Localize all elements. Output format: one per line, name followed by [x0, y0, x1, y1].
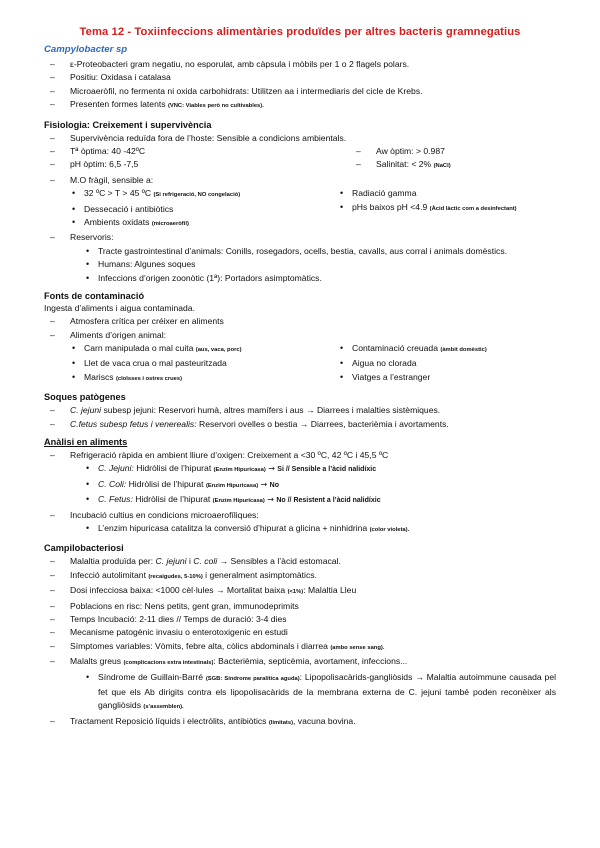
list-item: • C. Fetus: Hidròlisi de l’hipurat (Enzim Hipuricasa) → No // Resistent a l’àcid nalidíxic [82, 493, 556, 508]
list-item: – Supervivència reduïda fora de l’hoste: Sensible a condicions ambientals. [44, 132, 556, 145]
campilo-list [44, 555, 556, 730]
list-item: – Reservoris: • Tracte gastrointestinal d’animals: Conills, rosegadors, ocells, bestia, cavalls, aus corral i animals domèstics. • Humans: Algunes soques • Infeccions d’origen zoonòtic (1ª): Portadors asimptomàtics. [44, 231, 556, 285]
list-item: • Tracte gastrointestinal d’animals: Conills, rosegadors, ocells, bestia, cavalls, aus corral i animals domèstics. [82, 245, 556, 258]
section-subtitle: Campylobacter sp [44, 44, 128, 55]
list-item: • Aigua no clorada [336, 357, 556, 370]
list-item: – Temps Incubació: 2-11 dies // Temps de duració: 3-4 dies [44, 613, 556, 626]
list-item: • Dessecació i antibiòtics [68, 203, 342, 216]
list-item: – Dosi infecciosa baixa: <1000 cèl·lules → Mortalitat baixa (<1%): Malaltia Lleu [44, 584, 556, 599]
campilo-heading: Campilobacteriosi [44, 543, 124, 554]
list-item: – Positiu: Oxidasa i catalasa [44, 71, 556, 84]
list-item: • Contaminació creuada (àmbit domèstic) [336, 342, 556, 357]
list-item: • 32 ºC > T > 45 ºC (Si refrigeració, NO congelació) [68, 187, 342, 202]
list-item: – Símptomes variables: Vòmits, febre alta, còlics abdominals i diarrea (ambo sense sang). [44, 640, 556, 655]
list-item: – Tª òptima: 40 -42ºC – Aw òptim: > 0.987 [44, 145, 556, 158]
page-title: Tema 12 - Toxiinfeccions alimentàries produïdes per altres bacteris gramnegatius [79, 26, 521, 38]
list-item: – ε-Proteobacteri gram negatiu, no esporulat, amb càpsula i mòbils per 1 o 2 flagels polars. [44, 58, 556, 71]
fisiologia-list [44, 132, 556, 285]
list-item: – Aliments d’origen animal: • Carn manipulada o mal cuita (aus, vaca, porc) • Llet de vaca crua o mal pasteuritzada • Mariscs (cloïsses i ostres crues) • Contaminació creuada (àmbit domèstic) • Aigua no clorada • Viatges a l’estranger [44, 329, 556, 387]
analisi-list [44, 449, 556, 537]
list-item: – Poblacions en risc: Nens petits, gent gran, immunodeprimits [44, 600, 556, 613]
fonts-heading: Fonts de contaminació [44, 291, 145, 302]
list-item: • Infeccions d’origen zoonòtic (1ª): Portadors asimptomàtics. [82, 272, 556, 285]
list-item: – Incubació cultius en condicions microaerofíliques: • L’enzim hipuricasa catalitza la conversió d’hipurat a glicina + ninhidrina (color violeta). [44, 509, 556, 538]
fonts-intro: Ingesta d’aliments i aigua contaminada. [44, 303, 195, 314]
list-item: – Microaeròfil, no fermenta ni oxida carbohidrats: Utilitzen aa i intermediaris del cicle de Krebs. [44, 85, 556, 98]
list-item: – Mecanisme patogènic invasiu o enterotoxigenic en estudi [44, 626, 556, 639]
list-item: – Tractament Reposició líquids i electròlits, antibiòtics (limitats), vacuna bovina. [44, 715, 556, 730]
list-item: • Viatges a l’estranger [336, 371, 556, 384]
list-item: – Malalts greus (complicacions extra intestinals): Bacterièmia, septicèmia, avortament, infeccions... • Síndrome de Guillain-Barré (SGB: Síndrome paralítica aguda): Lipopolisacàrids-gangliòsids → Malaltia autoimmune causada pel fet que els Ab dirigits contra els lipopolisacàrids de la membrana externa de C. jejuni també poden reconèixer als gangliòsids (s’assemblen). [44, 655, 556, 715]
fisiologia-heading: Fisiologia: Creixement i supervivència [44, 119, 212, 130]
fonts-list [44, 315, 556, 386]
list-item: – pH òptim: 6,5 -7,5 – Salinitat: < 2% (NaCl) [44, 158, 556, 173]
soques-list [44, 404, 556, 431]
list-item: – Refrigeració ràpida en ambient lliure d’oxigen: Creixement a <30 ºC, 42 ºC i 45,5 ºC • C. Jejuni: Hidròlisi de l’hipurat (Enzim Hipuricasa) → Si // Sensible a l’àcid nalidíxic • C. Coli: Hidròlisi de l’hipurat (Enzim Hipuricasa) → No • C. Fetus: Hidròlisi de l’hipurat (Enzim Hipuricasa) → No // Resistent a l’àcid nalidíxic [44, 449, 556, 509]
list-item: • C. Jejuni: Hidròlisi de l’hipurat (Enzim Hipuricasa) → Si // Sensible a l’àcid nalidíxic [82, 462, 556, 477]
list-item: – C. jejuni subesp jejuni: Reservori humà, altres mamífers i aus → Diarrees i malalties sistèmiques. [44, 404, 556, 417]
intro-list [44, 58, 556, 114]
list-item: • Llet de vaca crua o mal pasteuritzada [68, 357, 342, 370]
list-item: – Presenten formes latents (VNC: Viables però no cultivables). [44, 98, 556, 113]
list-item: • Radiació gamma [336, 187, 556, 200]
list-item: • Síndrome de Guillain-Barré (SGB: Síndrome paralítica aguda): Lipopolisacàrids-gangliòsids → Malaltia autoimmune causada pel fet que els Ab dirigits contra els lipopolisacàrids de la membrana externa de C. jejuni també poden reconèixer als gangliòsids (s’assemblen). [82, 671, 556, 715]
list-item: – C.fetus subesp fetus i venerealis: Reservori ovelles o bestia → Diarrees, bacterièmia i avortaments. [44, 418, 556, 431]
list-item: – Infecció autolimitant (recaigudes, 5-10%) i generalment asimptomàtics. [44, 569, 556, 584]
list-item: • Humans: Algunes soques [82, 258, 556, 271]
list-item: • Ambients oxidats (microaeròfil) [68, 216, 342, 231]
list-item: • C. Coli: Hidròlisi de l’hipurat (Enzim Hipuricasa) → No [82, 478, 556, 493]
list-item: • pHs baixos pH <4.9 (Àcid làctic com a desinfectant) [336, 201, 556, 216]
list-item: – M.O fràgil, sensible a: • 32 ºC > T > 45 ºC (Si refrigeració, NO congelació) • Dessecació i antibiòtics • Ambients oxidats (microaeròfil) • Radiació gamma • pHs baixos pH <4.9 (Àcid làctic com a desinfectant) [44, 174, 556, 232]
list-item: • Carn manipulada o mal cuita (aus, vaca, porc) [68, 342, 342, 357]
analisi-heading: Anàlisi en aliments [44, 436, 128, 447]
soques-heading: Soques patògenes [44, 392, 126, 403]
list-item: • L’enzim hipuricasa catalitza la conversió d’hipurat a glicina + ninhidrina (color violeta). [82, 522, 556, 537]
list-item: • Mariscs (cloïsses i ostres crues) [68, 371, 342, 386]
list-item: – Atmosfera crítica per créixer en aliments [44, 315, 556, 328]
list-item: – Malaltia produïda per: C. jejuni i C. coli → Sensibles a l’àcid estomacal. [44, 555, 556, 568]
